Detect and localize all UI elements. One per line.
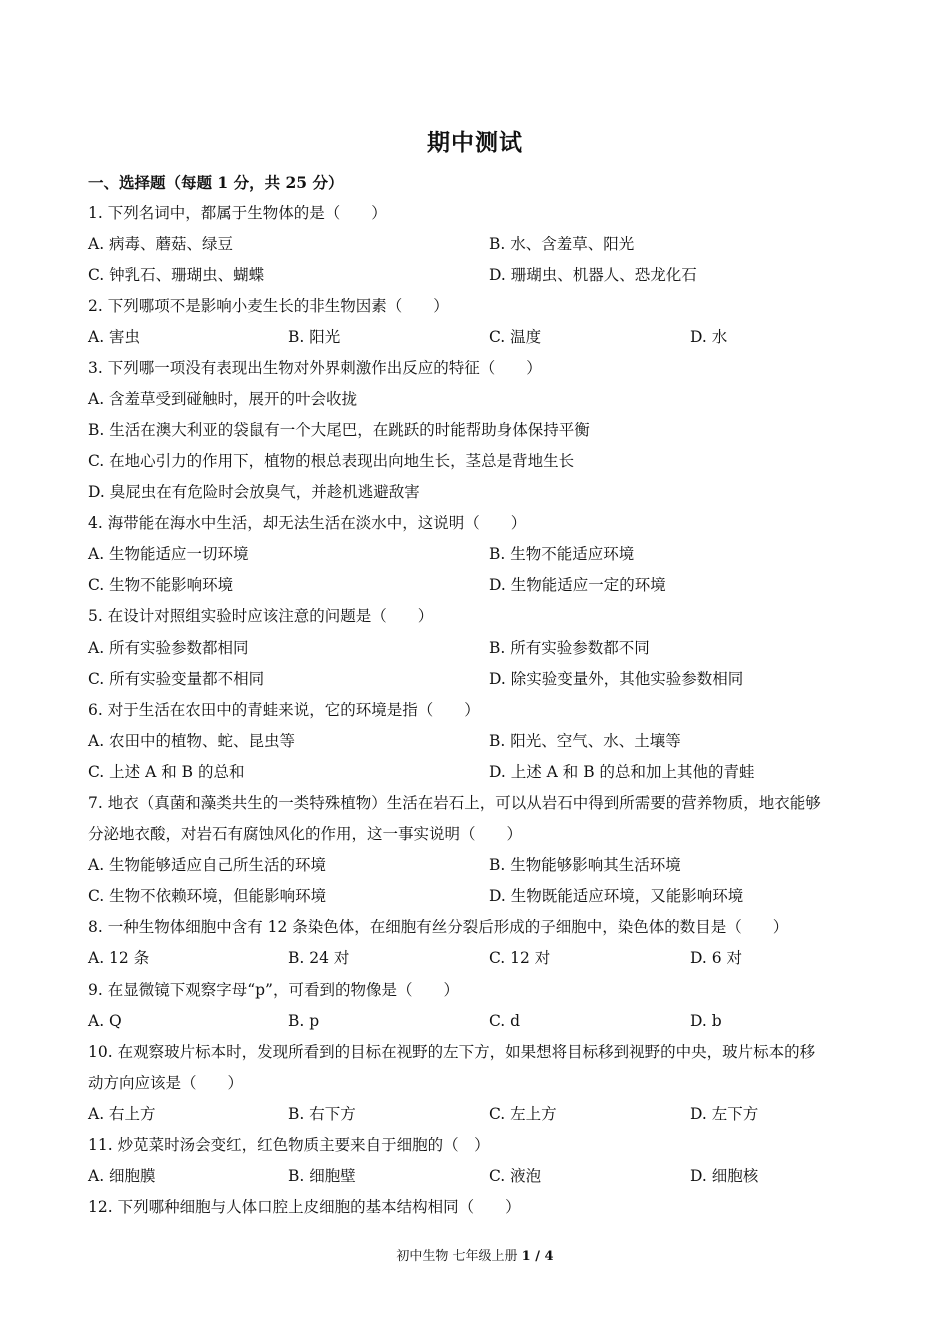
option-c: C. 上述 A 和 B 的总和 — [88, 763, 245, 781]
option-b: B. 生物不能适应环境 — [489, 545, 635, 563]
option-d: D. 臭屁虫在有危险时会放臭气，并趁机逃避敌害 — [88, 483, 420, 501]
question-stem: 1. 下列名词中，都属于生物体的是（ ） — [88, 204, 387, 222]
option-c: C. d — [489, 1012, 521, 1030]
option-c: C. 钟乳石、珊瑚虫、蝴蝶 — [88, 266, 265, 284]
option-d: D. 6 对 — [690, 949, 743, 967]
option-c: C. 液泡 — [489, 1167, 542, 1185]
option-a: A. 含羞草受到碰触时，展开的叶会收拢 — [88, 390, 358, 408]
question-stem: 9. 在显微镜下观察字母“p”，可看到的物像是（ ） — [88, 981, 459, 999]
option-b: B. 阳光 — [288, 328, 341, 346]
option-c: C. 在地心引力的作用下，植物的根总表现出向地生长，茎总是背地生长 — [88, 452, 575, 470]
option-d: D. 细胞核 — [690, 1167, 759, 1185]
option-a: A. 右上方 — [88, 1105, 156, 1123]
question-stem: 2. 下列哪项不是影响小麦生长的非生物因素（ ） — [88, 297, 449, 315]
option-d: D. 生物能适应一定的环境 — [489, 576, 666, 594]
question-stem: 3. 下列哪一项没有表现出生物对外界刺激作出反应的特征（ ） — [88, 359, 542, 377]
option-b: B. 生活在澳大利亚的袋鼠有一个大尾巴，在跳跃的时能帮助身体保持平衡 — [88, 421, 590, 439]
question-stem: 6. 对于生活在农田中的青蛙来说，它的环境是指（ ） — [88, 701, 480, 719]
option-a: A. Q — [88, 1012, 122, 1030]
option-b: B. 所有实验参数都不同 — [489, 639, 650, 657]
option-b: B. 右下方 — [288, 1105, 356, 1123]
option-d: D. 上述 A 和 B 的总和加上其他的青蛙 — [489, 763, 755, 781]
page-total: 4 — [544, 1249, 554, 1264]
option-a: A. 所有实验参数都相同 — [88, 639, 249, 657]
option-d: D. 左下方 — [690, 1105, 759, 1123]
option-d: D. 珊瑚虫、机器人、恐龙化石 — [489, 266, 697, 284]
question-stem: 4. 海带能在海水中生活，却无法生活在淡水中，这说明（ ） — [88, 514, 527, 532]
option-b: B. 24 对 — [288, 949, 350, 967]
option-a: A. 害虫 — [88, 328, 141, 346]
option-b: B. 水、含羞草、阳光 — [489, 235, 635, 253]
question-stem-continued: 动方向应该是（ ） — [88, 1074, 244, 1092]
option-a: A. 12 条 — [88, 949, 150, 967]
question-stem: 5. 在设计对照组实验时应该注意的问题是（ ） — [88, 607, 434, 625]
option-d: D. 生物既能适应环境，又能影响环境 — [489, 887, 744, 905]
option-c: C. 温度 — [489, 328, 542, 346]
question-stem: 7. 地衣（真菌和藻类共生的一类特殊植物）生活在岩石上，可以从岩石中得到所需要的营养物质，地衣能够 — [88, 794, 821, 812]
option-a: A. 农田中的植物、蛇、昆虫等 — [88, 732, 296, 750]
option-b: B. 阳光、空气、水、土壤等 — [489, 732, 681, 750]
option-a: A. 细胞膜 — [88, 1167, 156, 1185]
option-d: D. b — [690, 1012, 722, 1030]
page-number: 1 — [521, 1249, 531, 1264]
option-b: B. 生物能够影响其生活环境 — [489, 856, 681, 874]
page-title: 期中测试 — [427, 129, 523, 156]
question-stem: 8. 一种生物体细胞中含有 12 条染色体，在细胞有丝分裂后形成的子细胞中，染色体的数目是（ ） — [88, 918, 789, 936]
question-stem: 11. 炒苋菜时汤会变红，红色物质主要来自于细胞的（ ） — [88, 1136, 490, 1154]
option-c: C. 生物不依赖环境，但能影响环境 — [88, 887, 327, 905]
option-c: C. 所有实验变量都不相同 — [88, 670, 265, 688]
question-stem: 12. 下列哪种细胞与人体口腔上皮细胞的基本结构相同（ ） — [88, 1198, 521, 1216]
option-a: A. 生物能够适应自己所生活的环境 — [88, 856, 327, 874]
option-b: B. 细胞壁 — [288, 1167, 356, 1185]
option-c: C. 12 对 — [489, 949, 551, 967]
option-c: C. 生物不能影响环境 — [88, 576, 234, 594]
option-d: D. 除实验变量外，其他实验参数相同 — [489, 670, 744, 688]
option-d: D. 水 — [690, 328, 728, 346]
footer-text: 初中生物 七年级上册 — [396, 1249, 522, 1264]
option-b: B. p — [288, 1012, 320, 1030]
page-footer — [0, 1245, 950, 1264]
page-separator: / — [530, 1249, 545, 1264]
section-heading: 一、选择题（每题 1 分，共 25 分） — [88, 173, 344, 192]
question-stem-continued: 分泌地衣酸，对岩石有腐蚀风化的作用，这一事实说明（ ） — [88, 825, 523, 843]
option-a: A. 病毒、蘑菇、绿豆 — [88, 235, 234, 253]
option-a: A. 生物能适应一切环境 — [88, 545, 249, 563]
option-c: C. 左上方 — [489, 1105, 557, 1123]
question-stem: 10. 在观察玻片标本时，发现所看到的目标在视野的左下方，如果想将目标移到视野的中央，玻片标本的移 — [88, 1043, 816, 1061]
